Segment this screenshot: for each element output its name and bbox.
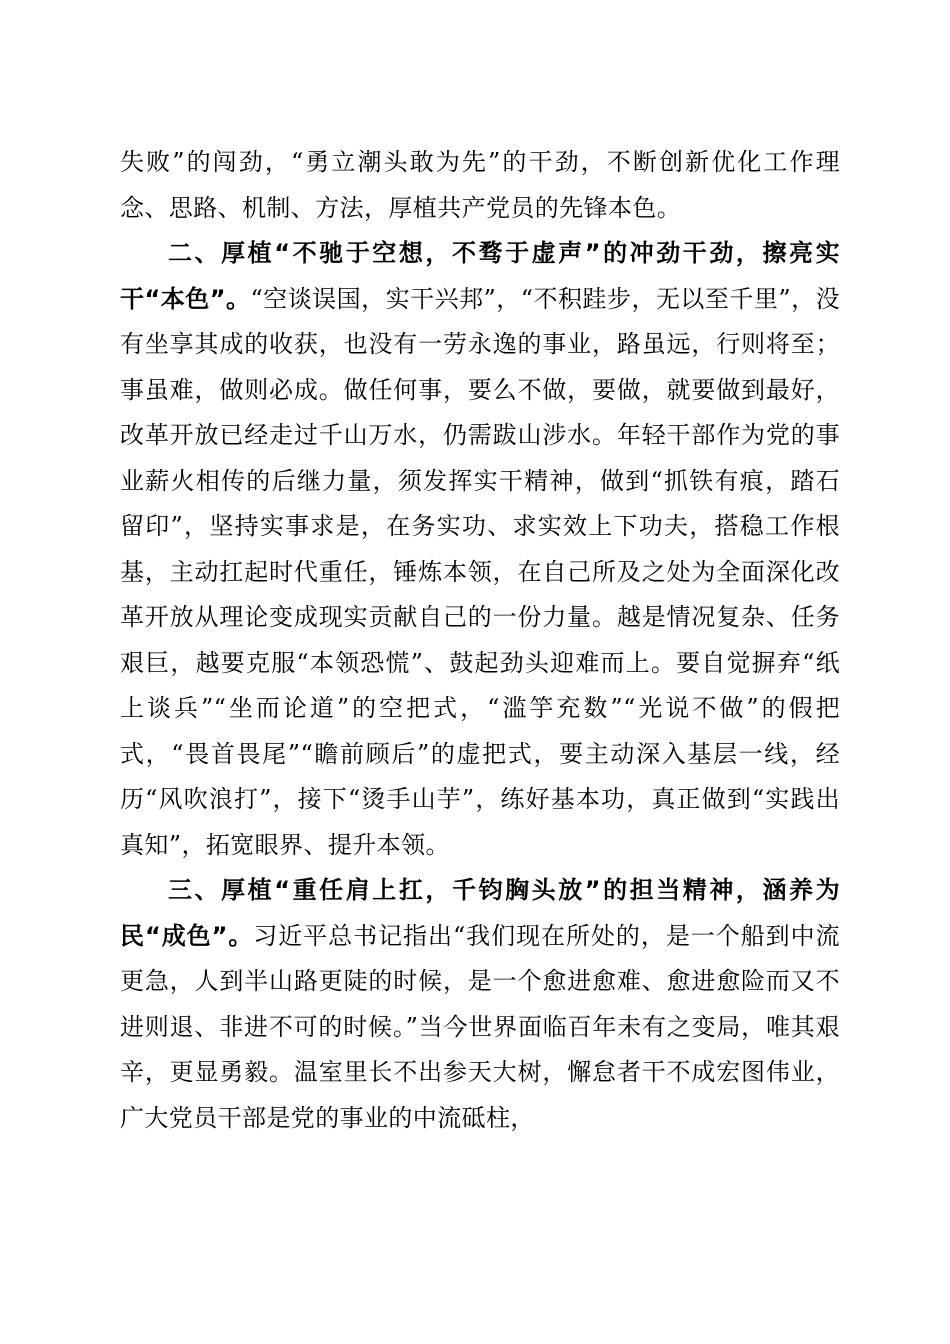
paragraph-continuation	[120, 140, 840, 231]
paragraph-section-two	[120, 231, 840, 868]
section-two-body: “空谈误国，实干兴邦”，“不积跬步，无以至千里”，没有坐享其成的收获，也没有一劳永逸的事业，路虽远，行则将至；事虽难，做则必成。做任何事，要么不做，要做，就要做到最好，改革开放已经走过千山万水，仍需跋山涉水。年轻干部作为党的事业薪火相传的后继力量，须发挥实干精神，做到“抓铁有痕，踏石留印”，坚持实事求是，在务实功、求实效上下功夫，搭稳工作根基，主动扛起时代重任，锤炼本领，在自己所及之处为全面深化改革开放从理论变成现实贡献自己的一份力量。越是情况复杂、任务艰巨，越要克服“本领恐慌”、鼓起劲头迎难而上。要自觉摒弃“纸上谈兵”“坐而论道”的空把式，“滥竽充数”“光说不做”的假把式，“畏首畏尾”“瞻前顾后”的虚把式，要主动深入基层一线，经历“风吹浪打”，接下“烫手山芋”，练好基本功，真正做到“实践出真知”，拓宽眼界、提升本领。	[120, 284, 840, 859]
paragraph-section-three	[120, 868, 840, 1141]
section-three-heading: 三、厚植“重任肩上扛，千钧胸头放”的担当精神，涵养为民“成色”。	[120, 876, 840, 950]
section-three-body: 习近平总书记指出“我们现在所处的，是一个船到中流更急，人到半山路更陡的时候，是一个愈进愈难、愈进愈险而又不进则退、非进不可的时候。”当今世界面临百年未有之变局，唯其艰辛，更显勇毅。温室里长不出参天大树，懈怠者干不成宏图伟业，广大党员干部是党的事业的中流砥柱，	[120, 921, 840, 1132]
section-two-heading: 二、厚植“不驰于空想，不骛于虚声”的冲劲干劲，擦亮实干“本色”。	[120, 239, 840, 313]
document-body	[120, 140, 840, 1141]
paragraph-1-body: 失败”的闯劲，“勇立潮头敢为先”的干劲，不断创新优化工作理念、思路、机制、方法，厚植共产党员的先锋本色。	[120, 148, 840, 222]
